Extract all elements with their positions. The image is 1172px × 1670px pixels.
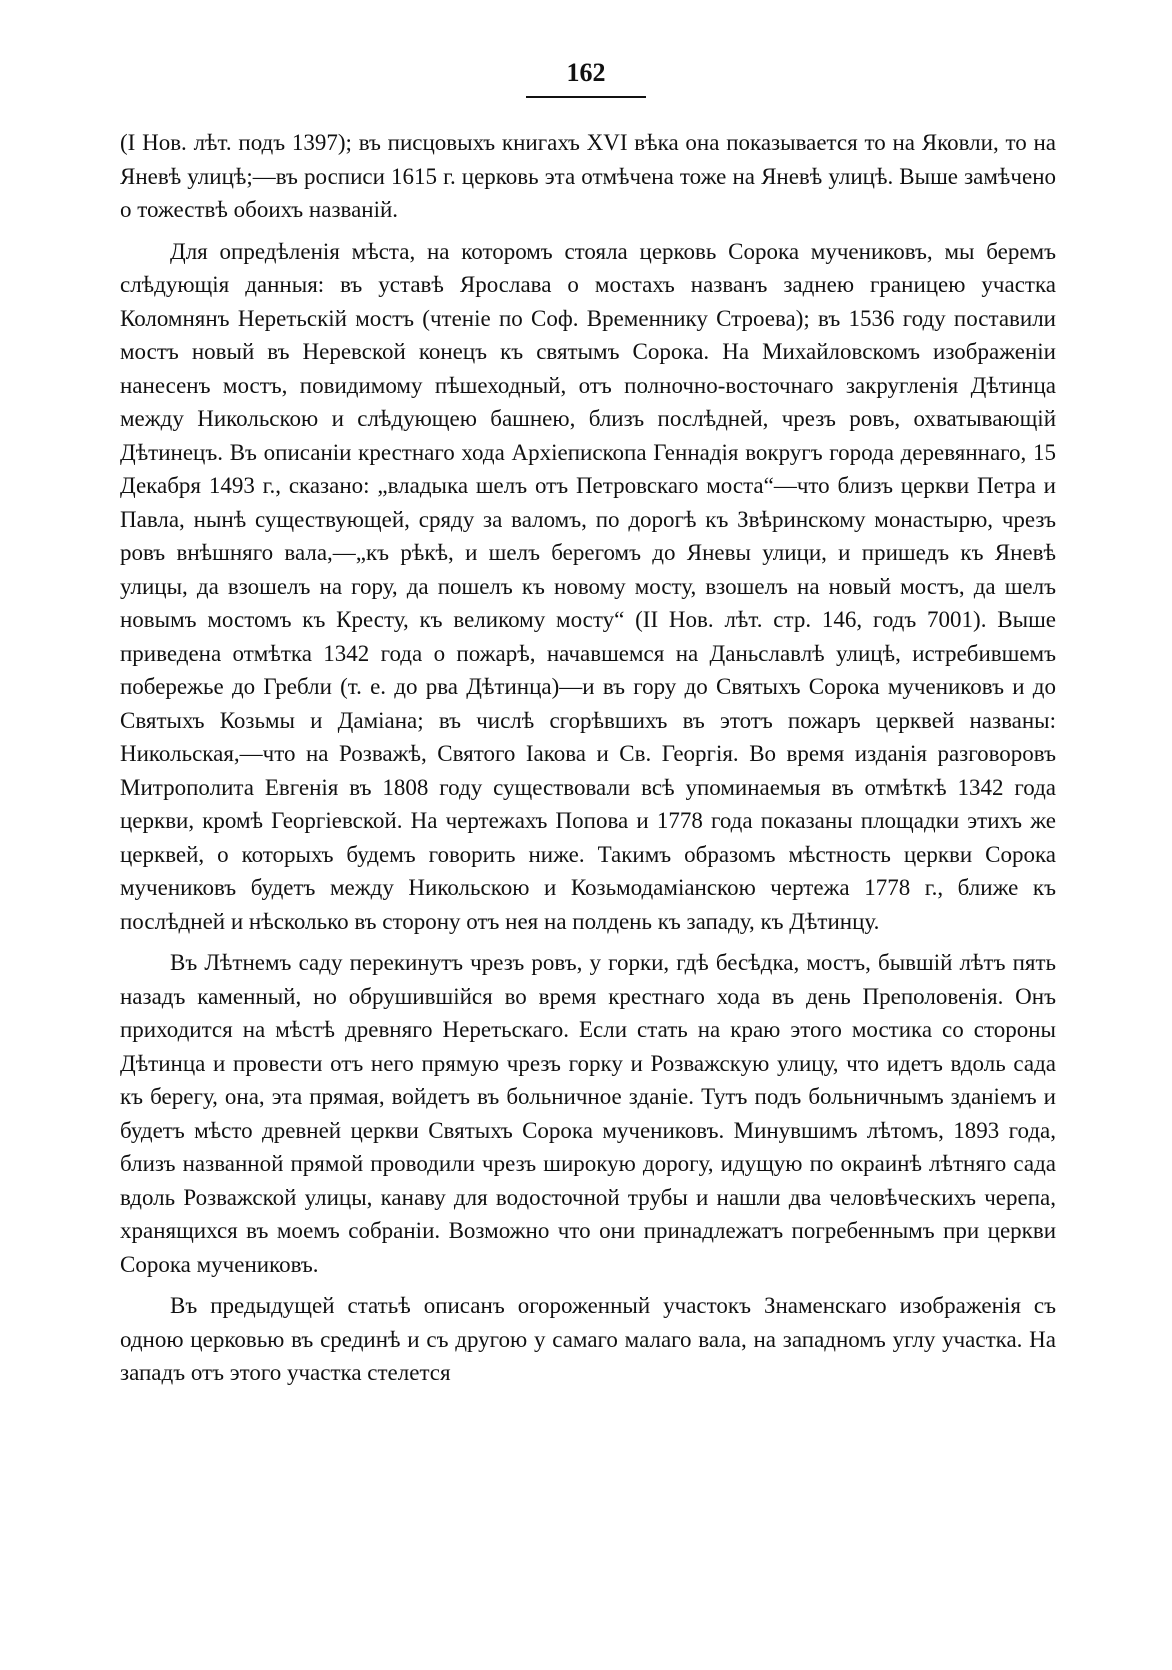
paragraph-2: Для опредѣленія мѣста, на которомъ стояла церковь Сорока мучениковъ, мы беремъ слѣдующія данныя: въ уставѣ Ярослава о мостахъ названъ заднею границею участка Коломнянъ Неретьскій мостъ (чтеніе по Соф. Временнику Строева); въ 1536 году поставили мостъ новый въ Неревской конецъ къ святымъ Сорока. На Михайловскомъ изображеніи нанесенъ мостъ, повидимому пѣшеходный, отъ полночно-восточнаго закругленія Дѣтинца между Никольскою и слѣдующею башнею, близъ послѣдней, чрезъ ровъ, охватывающій Дѣтинецъ. Въ описаніи крестнаго хода Архіепископа Геннадія вокругъ города деревяннаго, 15 Декабря 1493 г., сказано: „владыка шелъ отъ Петровскаго моста“—что близъ церкви Петра и Павла, нынѣ существующей, сряду за валомъ, по дорогѣ къ Звѣринскому монастырю, чрезъ ровъ внѣшняго вала,—„къ рѣкѣ, и шелъ берегомъ до Яневы улици, и пришедъ къ Яневѣ улицы, да взошелъ на гору, да пошелъ къ новому мосту, взошелъ на новый мостъ, да шелъ новымъ мостомъ къ Кресту, къ великому мосту“ (II Нов. лѣт. стр. 146, годъ 7001). Выше приведена отмѣтка 1342 года о пожарѣ, начавшемся на Даньславлѣ улицѣ, истребившемъ побережье до Гребли (т. е. до рва Дѣтинца)—и въ гору до Святыхъ Сорока мучениковъ и до Святыхъ Козьмы и Дамiана; въ числѣ сгорѣвшихъ въ этотъ пожаръ церквей названы: Никольская,—что на Розважѣ, Святого Іакова и Св. Георгія. Во время изданія разговоровъ Митрополита Евгенія въ 1808 году существовали всѣ упоминаемыя въ отмѣткѣ 1342 года церкви, кромѣ Георгіевской. На чертежахъ Попова и 1778 года показаны площадки этихъ же церквей, о которыхъ будемъ говорить ниже. Такимъ образомъ мѣстность церкви Сорока мучениковъ будетъ между Никольскою и Козьмодамiанскою чертежа 1778 г., ближе къ послѣдней и нѣсколько въ сторону отъ нея на полдень къ западу, къ Дѣтинцу. <box>120 238 1056 934</box>
header-rule <box>526 96 646 98</box>
page-body <box>120 126 1056 1398</box>
paragraph-1: (I Нов. лѣт. подъ 1397); въ писцовыхъ книгахъ XVI вѣка она показывается то на Яковли, то на Яневѣ улицѣ;—въ росписи 1615 г. церковь эта отмѣчена тоже на Яневѣ улицѣ. Выше замѣчено о тожествѣ обоихъ названій. <box>120 130 1056 222</box>
page-number: 162 <box>566 58 606 87</box>
page-header <box>0 58 1172 98</box>
paragraph-4: Въ предыдущей статьѣ описанъ огороженный участокъ Знаменскаго изображенія съ одною церковью въ срединѣ и съ другою у самаго малаго вала, на западномъ углу участка. На западъ отъ этого участка стелется <box>120 1293 1056 1385</box>
paragraph-3: Въ Лѣтнемъ саду перекинутъ чрезъ ровъ, у горки, гдѣ бесѣдка, мостъ, бывшій лѣтъ пять назадъ каменный, но обрушившiйся во время крестнаго хода въ день Преполовенія. Онъ приходится на мѣстѣ древняго Неретьскаго. Если стать на краю этого мостика со стороны Дѣтинца и провести отъ него прямую чрезъ горку и Розважскую улицу, что идетъ вдоль сада къ берегу, она, эта прямая, войдетъ въ больничное зданіе. Тутъ подъ больничнымъ зданiемъ и будетъ мѣсто древней церкви Святыхъ Сорока мучениковъ. Минувшимъ лѣтомъ, 1893 года, близъ названной прямой проводили чрезъ широкую дорогу, идущую по окраинѣ лѣтняго сада вдоль Розважской улицы, канаву для водосточной трубы и нашли два человѣческихъ черепа, хранящихся въ моемъ собраніи. Возможно что они принадлежатъ погребеннымъ при церкви Сорока мучениковъ. <box>120 950 1056 1277</box>
